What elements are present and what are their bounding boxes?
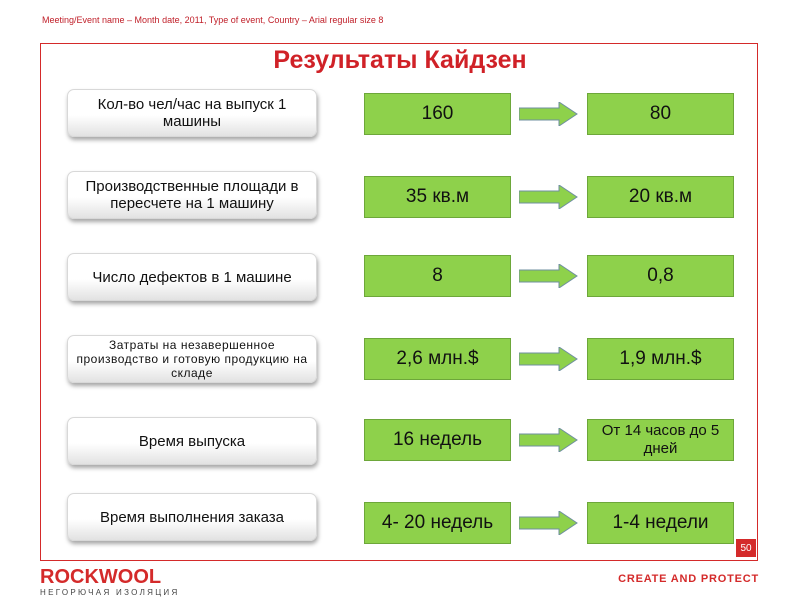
logo-subtext: НЕГОРЮЧАЯ ИЗОЛЯЦИЯ — [40, 588, 180, 597]
before-value-wip-inventory: 2,6 млн.$ — [364, 338, 511, 380]
meeting-info-line: Meeting/Event name – Month date, 2011, Type of event, Country – Arial regular size 8 — [42, 15, 384, 25]
brand-tagline: CREATE AND PROTECT — [618, 573, 759, 585]
before-value-order-fulfillment: 4- 20 недель — [364, 502, 511, 544]
arrow-right-icon — [519, 347, 579, 371]
before-value-production-area: 35 кв.м — [364, 176, 511, 218]
arrow-right-icon — [519, 185, 579, 209]
metric-label-order-fulfillment: Время выполнения заказа — [67, 493, 317, 541]
page-number: 50 — [736, 539, 756, 557]
after-value-man-hours: 80 — [587, 93, 734, 135]
before-value-man-hours: 160 — [364, 93, 511, 135]
metric-label-lead-time: Время выпуска — [67, 417, 317, 465]
metric-label-defects: Число дефектов в 1 машине — [67, 253, 317, 301]
before-value-defects: 8 — [364, 255, 511, 297]
metric-label-production-area: Производственные площади в пересчете на 1 машину — [67, 171, 317, 219]
after-value-defects: 0,8 — [587, 255, 734, 297]
logo-wordmark: ROCKWOOL — [40, 566, 162, 588]
after-value-order-fulfillment: 1-4 недели — [587, 502, 734, 544]
rockwool-logo — [40, 567, 180, 598]
after-value-wip-inventory: 1,9 млн.$ — [587, 338, 734, 380]
after-value-lead-time: От 14 часов до 5 дней — [587, 419, 734, 461]
metric-label-man-hours: Кол-во чел/час на выпуск 1 машины — [67, 89, 317, 137]
arrow-right-icon — [519, 511, 579, 535]
arrow-right-icon — [519, 264, 579, 288]
before-value-lead-time: 16 недель — [364, 419, 511, 461]
arrow-right-icon — [519, 428, 579, 452]
after-value-production-area: 20 кв.м — [587, 176, 734, 218]
slide-title: Результаты Кайдзен — [273, 46, 527, 74]
arrow-right-icon — [519, 102, 579, 126]
metric-label-wip-inventory: Затраты на незавершенное производство и готовую продукцию на складе — [67, 335, 317, 383]
